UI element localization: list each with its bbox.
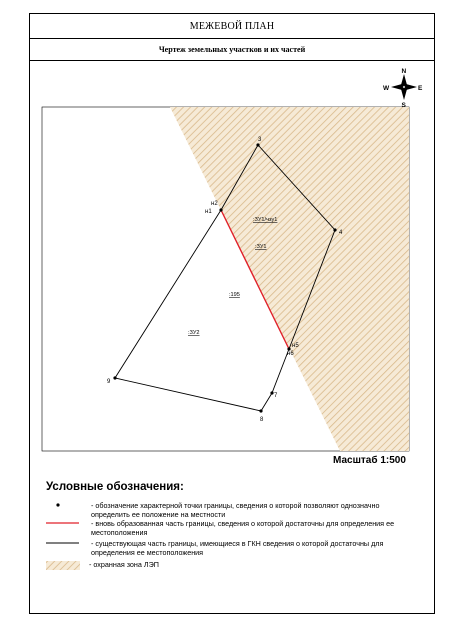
label-area-zu1: :ЗУ1 (255, 244, 267, 250)
label-point-9: 9 (107, 379, 111, 385)
power-line-zone (170, 107, 409, 451)
legend-point-symbol (56, 503, 59, 506)
legend-hatch-symbol (46, 561, 80, 570)
point-8 (259, 409, 262, 412)
label-point-n6: н6 (287, 351, 294, 357)
label-point-8: 8 (260, 417, 264, 423)
legend-item-point: - обозначение характерной точки границы, сведения о которой позволяют однозначно определить ее положение на местности (91, 501, 380, 519)
drawing-subtitle: Чертеж земельных участков и их частей (30, 39, 434, 61)
label-point-n2: н2 (211, 201, 218, 207)
point-n1 (219, 208, 222, 211)
legend-item-new-boundary: - вновь образованная часть границы, сведения о которой достаточны для определения ее местоположения (91, 519, 395, 537)
scale-label: Масштаб 1:500 (333, 455, 406, 466)
label-point-n1: н1 (205, 209, 212, 215)
label-point-7: 7 (274, 393, 278, 399)
legend-item-zone: - охранная зона ЛЭП (89, 560, 159, 569)
label-point-3: 3 (258, 137, 262, 143)
point-4 (333, 228, 336, 231)
compass-west: W (383, 85, 390, 92)
label-point-4: 4 (339, 230, 343, 236)
legend-title: Условные обозначения: (46, 481, 184, 493)
label-area-zu2: :ЗУ2 (188, 330, 200, 336)
compass-north: N (401, 68, 407, 75)
point-9 (113, 376, 116, 379)
compass-south: S (401, 102, 406, 109)
label-point-n5: н5 (292, 343, 299, 349)
compass-east: E (418, 85, 423, 92)
label-area-zu1-chzu1: :ЗУ1/чзу1 (253, 217, 278, 223)
point-3 (256, 143, 259, 146)
page-title: МЕЖЕВОЙ ПЛАН (30, 14, 434, 39)
label-area-195: :195 (229, 292, 240, 298)
compass-icon (383, 68, 423, 109)
legend-item-existing-boundary: - существующая часть границы, имеющиеся в ГКН сведения о которой достаточны для определения ее местоположения (91, 539, 384, 557)
